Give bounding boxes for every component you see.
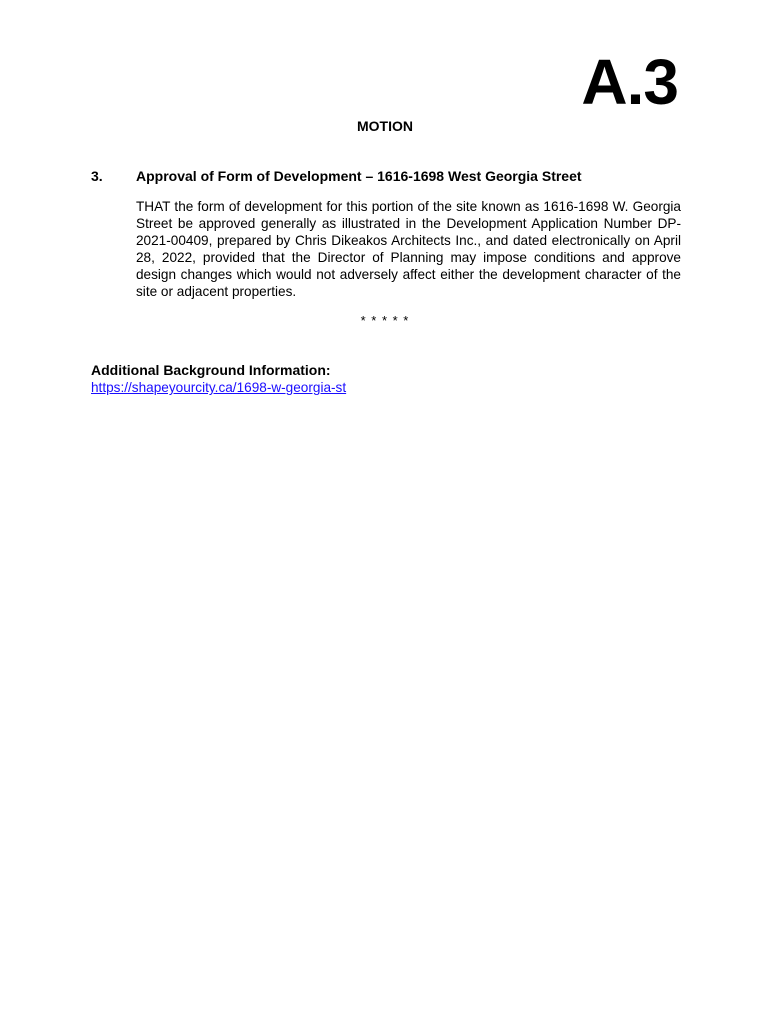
item-title: Approval of Form of Development – 1616-1698 West Georgia Street xyxy=(136,168,582,184)
background-info-label: Additional Background Information: xyxy=(91,362,331,378)
background-info-link[interactable]: https://shapeyourcity.ca/1698-w-georgia-st xyxy=(91,380,347,395)
item-number: 3. xyxy=(91,168,103,184)
motion-body-text: THAT the form of development for this portion of the site known as 1616-1698 W. Georgia Street be approved generally as illustrated in the Development Application Number DP-2021-00409, prepared by Chris Dikeakos Architects Inc., and dated electronically on April 28, 2022, provided that the Director of Planning may impose conditions and approve design changes which would not adversely affect either the development character of the site or adjacent properties. xyxy=(136,199,681,299)
motion-heading: MOTION xyxy=(357,118,413,134)
agenda-code: A.3 xyxy=(581,46,678,118)
section-separator: * * * * * xyxy=(360,313,410,328)
